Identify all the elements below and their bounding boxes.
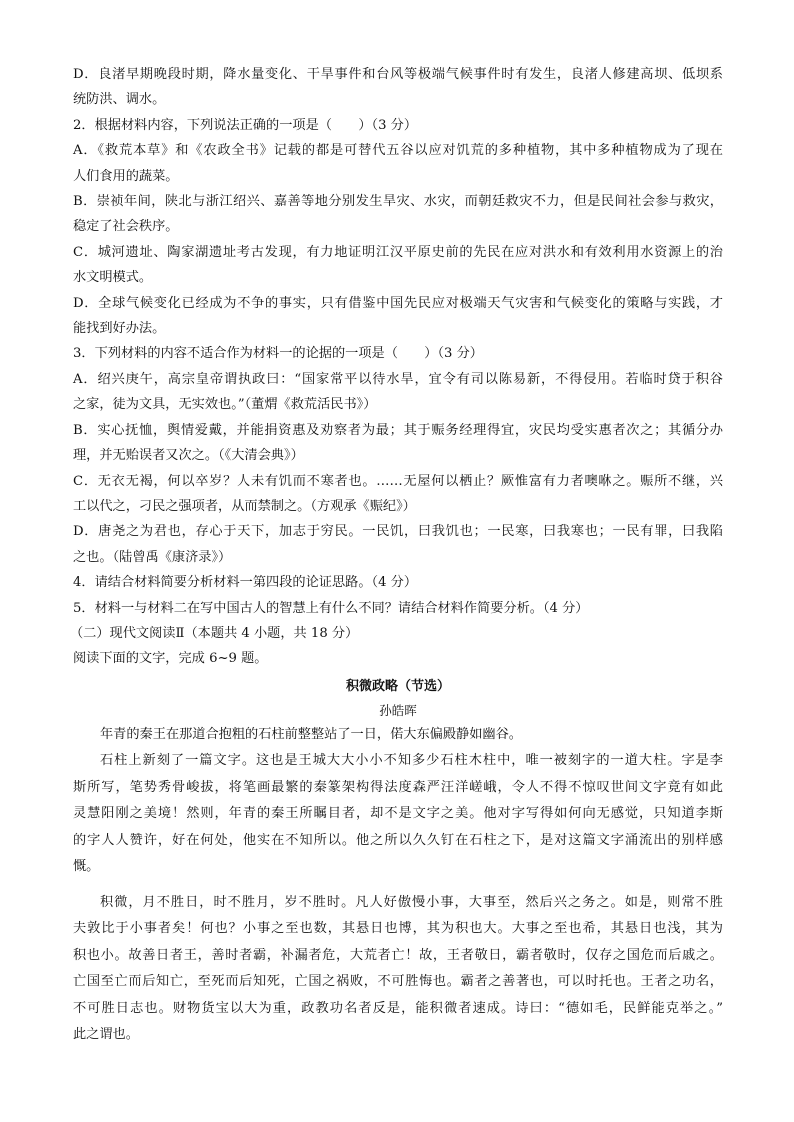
- question-2-option-b: [73, 189, 723, 240]
- text-line: C．无衣无褐，何以卒岁？人未有饥而不寒者也。……无屋何以栖止？厥惟富有力者噢咻之。赈所不继，兴: [73, 473, 723, 489]
- text-line: B．崇祯年间，陕北与浙江绍兴、嘉善等地分别发生旱灾、水灾，而朝廷救灾不力，但是民间社会参与救灾，: [73, 194, 723, 210]
- text-line: 积也小。故善日者王，善时者霸，补漏者危，大荒者亡！故，王者敬日，霸者敬时，仅存之国危而后戚之。: [73, 947, 723, 963]
- text-line: 之也。（陆曾禹《康济录》）: [73, 549, 232, 565]
- text-line: A．《救荒本草》和《农政全书》记载的都是可替代五谷以应对饥荒的多种植物，其中多种植物成为了现在: [73, 143, 723, 159]
- text-line: 不可胜日志也。财物货宝以大为重，政教功名者反是，能积微者速成。诗曰：“德如毛，民鲜能克举之。”: [73, 1000, 723, 1016]
- prev-question-option-d: [73, 62, 723, 113]
- question-3: [73, 341, 723, 570]
- text-line: B．实心抚恤，舆情爱戴，并能捐资惠及劝察者为最；其于赈务经理得宜，灾民均受实惠者次之；其循分办: [73, 422, 723, 438]
- text-line: 亡国至亡而后知亡，至死而后知死，亡国之祸败，不可胜悔也。霸者之善著也，可以时托也。王者之功名，: [73, 974, 723, 990]
- article-paragraph-3: [73, 890, 723, 1049]
- question-3-option-b: [73, 418, 723, 469]
- text-line: 能找到好办法。: [73, 321, 166, 337]
- question-3-option-c: [73, 469, 723, 520]
- article-paragraph-2: [73, 748, 723, 881]
- text-line: 慨。: [73, 859, 100, 875]
- text-line: D．良渚早期晚段时期，降水量变化、干旱事件和台风等极端气候事件时有发生，良渚人修建高坝、低坝系: [73, 67, 723, 82]
- question-2-option-d: [73, 291, 723, 342]
- article-author: 孙皓晖: [379, 702, 417, 718]
- text-line: 灵慧阳刚之美境！然则，年青的秦王所瞩目者，却不是文字之美。他对字写得如何向无感觉，只知道李斯: [73, 806, 723, 822]
- text-line: 此之谓也。: [73, 1027, 139, 1043]
- text-line: 稳定了社会秩序。: [73, 219, 179, 235]
- paragraph-spacer: [73, 881, 723, 890]
- question-2-option-a: [73, 138, 723, 189]
- text-line: 水文明模式。: [73, 270, 153, 286]
- article-title: 积微政略（节选）: [345, 678, 450, 694]
- text-line: C．城河遗址、陶家湖遗址考古发现，有力地证明江汉平原史前的先民在应对洪水和有效利用水资源上的治: [73, 244, 723, 260]
- text-line: 的字人人赞许，好在何处，他实在不知所以。他之所以久久钉在石柱之下，是对这篇文字涌流出的别样感: [73, 832, 723, 848]
- text-line: 统防洪、调水。: [73, 92, 166, 108]
- text-line: 之家，徒为文具，无实效也。”（董煟《救荒活民书》）: [73, 397, 377, 413]
- text-line: 积微，月不胜日，时不胜月，岁不胜时。凡人好傲慢小事，大事至，然后兴之务之。如是，则常不胜: [100, 894, 723, 910]
- question-3-option-a: [73, 367, 723, 418]
- question-4: 4．请结合材料简要分析材料一第四段的论证思路。（4 分）: [73, 575, 418, 591]
- question-2-option-c: [73, 240, 723, 291]
- text-line: 夫敦比于小事者矣！何也？小事之至也数，其悬日也博，其为积也大。大事之至也希，其悬日也浅，其为: [73, 921, 723, 937]
- text-line: 理，并无贻误者又次之。（《大清会典》）: [73, 448, 304, 464]
- text-line: 斯所写，笔势秀骨峻拔，将笔画最繁的秦篆架构得法度森严汪洋嵯峨，令人不得不惊叹世间文字竟有如此: [73, 779, 723, 795]
- article-paragraph-1: [73, 722, 723, 749]
- document-body: [70, 62, 723, 1049]
- question-2-title: 2．根据材料内容，下列说法正确的一项是（ ）（3 分）: [73, 117, 418, 133]
- text-line: A．绍兴庚午，高宗皇帝谓执政曰：“国家常平以待水旱，宜令有司以陈易新，不得侵用。若临时贷于积谷: [73, 371, 723, 387]
- question-3-title: 3．下列材料的内容不适合作为材料一的论据的一项是（ ）（3 分）: [73, 346, 483, 362]
- text-line: 工以代之，刁民之强项者，从而禁制之。（方观承《赈纪》）: [73, 498, 416, 514]
- section-instruction: 阅读下面的文字，完成 6~9 题。: [73, 651, 268, 667]
- question-2: [73, 113, 723, 342]
- question-3-option-d: [73, 519, 723, 570]
- text-line: 年青的秦王在那道合抱粗的石柱前整整站了一日，偌大东偏殿静如幽谷。: [100, 726, 522, 742]
- text-line: 石柱上新刻了一篇文字。这也是王城大大小小不知多少石柱木柱中，唯一被刻字的一道大柱。字是李: [100, 753, 723, 769]
- question-5: 5．材料一与材料二在写中国古人的智慧上有什么不同？请结合材料作简要分析。（4 分）: [73, 600, 589, 616]
- text-line: 人们食用的蔬菜。: [73, 168, 179, 184]
- text-line: D．全球气候变化已经成为不争的事实，只有借鉴中国先民应对极端天气灾害和气候变化的策略与实践，才: [73, 295, 723, 311]
- text-line: D．唐尧之为君也，存心于天下，加志于穷民。一民饥，曰我饥也；一民寒，曰我寒也；一民有罪，曰我陷: [73, 524, 723, 540]
- article-body: [73, 722, 723, 1049]
- section-title: （二）现代文阅读Ⅱ（本题共 4 小题，共 18 分）: [70, 625, 359, 641]
